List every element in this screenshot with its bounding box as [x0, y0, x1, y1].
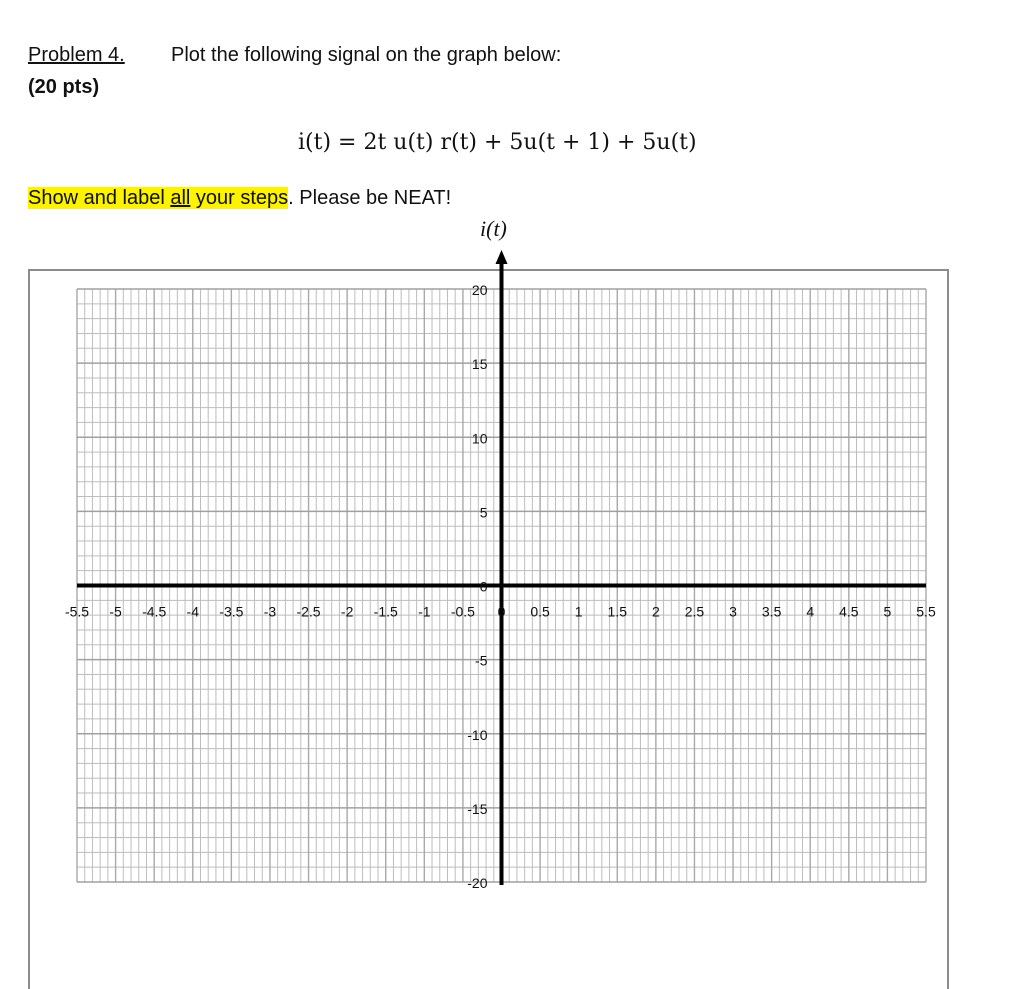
x-tick-label: -5.5 [64, 603, 90, 620]
x-tick-label: -1.5 [373, 603, 398, 620]
x-tick-label: -4 [186, 603, 199, 620]
x-tick-label: 0.5 [530, 603, 550, 620]
x-tick-label: 1 [574, 603, 583, 620]
arrow-up-icon [496, 250, 508, 264]
neat-text: . Please be NEAT! [288, 187, 452, 209]
instruction-text: Plot the following signal on the graph below: [171, 44, 562, 66]
x-tick-label: -0.5 [450, 603, 475, 620]
x-tick-label: -1 [418, 603, 431, 620]
x-tick-label: 1.5 [607, 603, 628, 620]
x-tick-label: -3 [263, 603, 277, 620]
equation-text: i(t) = 2t u(t) r(t) + 5u(t + 1) + 5u(t) [298, 130, 697, 155]
x-tick-label: 0 [497, 603, 506, 620]
steps-text-1: Show and label [28, 187, 171, 209]
y-tick-label: 5 [479, 504, 488, 521]
y-tick-label: -10 [467, 726, 488, 743]
y-axis-title: i(t) [480, 216, 507, 241]
x-tick-label: 2 [651, 603, 660, 620]
y-tick-label: -5 [475, 652, 488, 669]
y-tick-label: 20 [471, 282, 488, 298]
steps-text-all: all [170, 187, 191, 209]
y-tick-label: -20 [467, 875, 488, 891]
y-tick-label: 0 [479, 578, 488, 595]
x-tick-label: -4.5 [142, 603, 167, 620]
x-tick-label: 3.5 [761, 603, 782, 620]
y-tick-label: 15 [471, 356, 488, 373]
problem-label: Problem 4. [28, 44, 125, 66]
steps-text-2: your steps [190, 187, 289, 209]
x-tick-label: -3.5 [219, 603, 244, 620]
x-tick-label: 4 [806, 603, 815, 620]
x-tick-label: 4.5 [839, 603, 859, 620]
y-tick-label: 10 [471, 430, 488, 447]
x-tick-label: 3 [729, 603, 737, 620]
x-tick-label: 2.5 [684, 603, 705, 620]
x-tick-label: -5 [109, 603, 122, 620]
axes [77, 250, 926, 885]
x-tick-label: 5.5 [916, 603, 936, 620]
x-tick-label: -2 [340, 603, 354, 620]
x-tick-label: 5 [883, 603, 892, 620]
x-tick-label: -2.5 [296, 603, 321, 620]
y-tick-label: -15 [467, 800, 488, 817]
points-label: (20 pts) [28, 76, 100, 98]
